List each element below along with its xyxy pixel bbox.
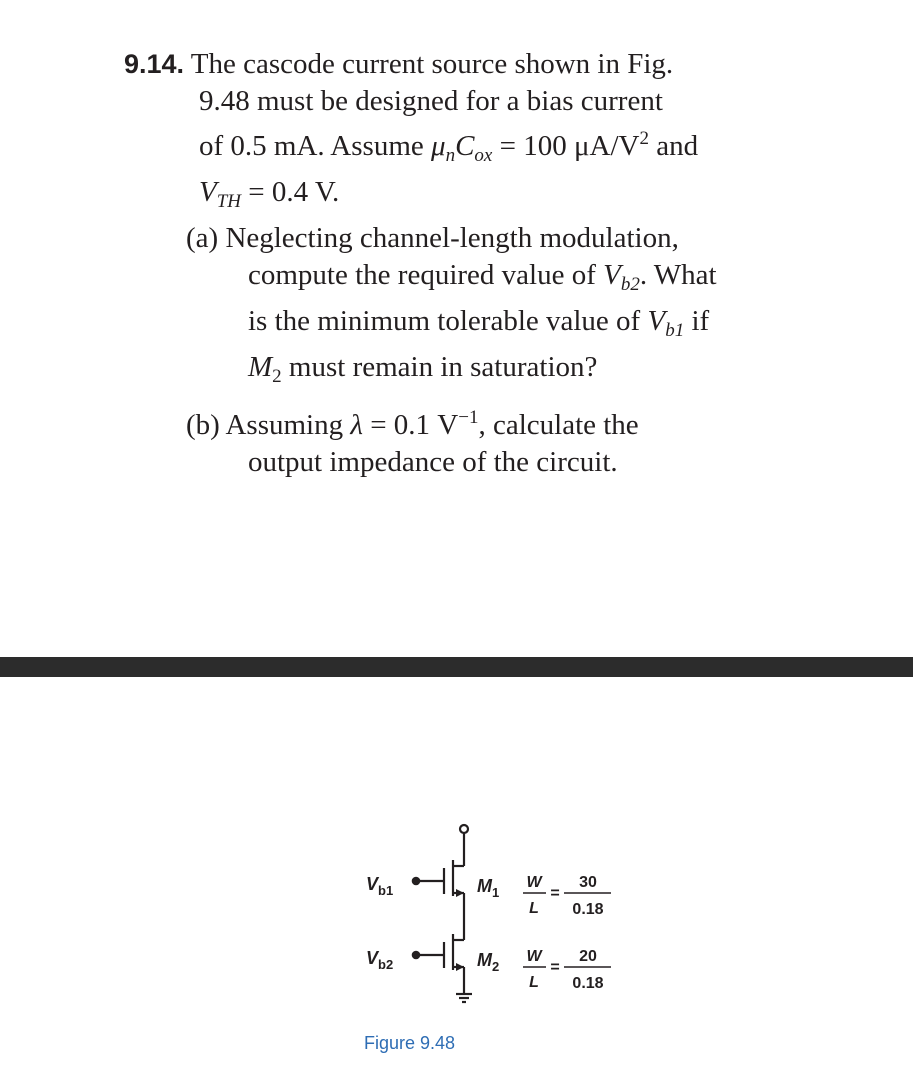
vb2-node	[413, 952, 419, 958]
m2-label: $M_2$	[477, 950, 500, 974]
m1-w-label: W	[526, 874, 542, 891]
m1-length-value: 0.18	[572, 901, 604, 918]
problem-line-4: $V_{TH} = 0.4$ V.	[199, 176, 340, 212]
m2-length-value: 0.18	[572, 975, 604, 992]
m2-width-value: 20	[579, 948, 597, 965]
part-a-line-2: compute the required value of $V_{b2}$. What	[248, 259, 717, 295]
part-b-line-2: output impedance of the circuit.	[248, 446, 618, 478]
m2-equals: =	[550, 959, 560, 976]
m1-l-label: L	[529, 900, 539, 917]
problem-number: 9.14.	[124, 49, 185, 79]
m2-l-label: L	[529, 974, 539, 991]
part-a-line-4: $M_2$ must remain in saturation?	[248, 351, 598, 387]
vb1-label: $V_{b1}$	[366, 874, 394, 898]
vb1-node	[413, 878, 419, 884]
part-a-label: (a)	[186, 222, 219, 254]
m2-w-label: W	[526, 948, 542, 965]
problem-line-1: 9.14. The cascode current source shown in Fig.	[124, 48, 674, 80]
part-b-label: (b)	[186, 409, 220, 441]
problem-line-3: of 0.5 mA. Assume $\mu_nC_{ox} = 100$ $\mu A/V^2$ and	[199, 128, 699, 166]
vb2-label: $V_{b2}$	[366, 948, 394, 972]
m1-width-value: 30	[579, 874, 597, 891]
m1-source-arrow	[456, 889, 464, 897]
m2-source-arrow	[456, 963, 464, 971]
part-a-line-1: (a) Neglecting channel-length modulation,	[186, 222, 679, 254]
part-b-line-1: (b) Assuming λ = 0.1 $V^{-1}$, calculate the	[186, 407, 639, 441]
m1-label: $M_1$	[477, 876, 500, 900]
m1-equals: =	[550, 885, 560, 902]
problem-line-2: 9.48 must be designed for a bias current	[199, 85, 663, 117]
figure-caption: Figure 9.48	[364, 1033, 456, 1053]
output-terminal	[460, 825, 468, 833]
part-a-line-3: is the minimum tolerable value of $V_{b1}$ if	[248, 305, 710, 341]
